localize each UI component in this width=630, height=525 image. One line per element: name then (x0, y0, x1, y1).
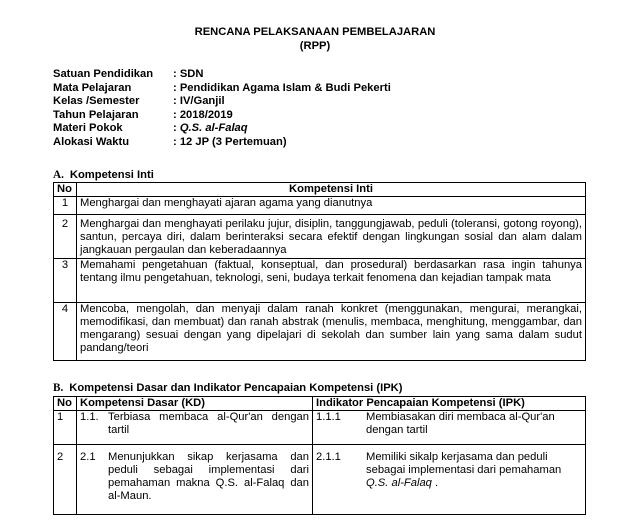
kd-number: 2.1 (80, 451, 96, 463)
ipk-text: Membiasakan diri membaca al-Qur'an dengan tartil (366, 411, 555, 436)
identity-key: Alokasi Waktu (53, 135, 130, 148)
table-row (54, 197, 586, 215)
identity-row (53, 95, 391, 109)
identity-row (53, 122, 391, 136)
kd-cell (77, 411, 313, 445)
table-row (54, 445, 586, 515)
section-b-heading (53, 382, 402, 395)
kd-cell (77, 445, 313, 515)
identity-value: : Pendidikan Agama Islam & Budi Pekerti (173, 81, 391, 94)
section-a-heading (53, 169, 154, 182)
table-row (54, 259, 586, 303)
kd-text: Terbiasa membaca al-Qur'an dengan tartil (108, 411, 309, 436)
column-header: No (54, 183, 77, 197)
row-text: Menghargai dan menghayati ajaran agama yang dianutnya (77, 197, 586, 215)
row-number: 3 (54, 259, 77, 303)
title-line-1: RENCANA PELAKSANAAN PEMBELAJARAN (194, 26, 436, 38)
row-text: Memahami pengetahuan (faktual, konseptual, dan prosedural) berdasarkan rasa ingin tahunya tentang ilmu pengetahuan, teknologi, seni, budaya terkait fenomena dan kejadian tampak mata (77, 259, 586, 303)
table-header-row (54, 397, 586, 411)
row-text: Mencoba, mengolah, dan menyaji dalam ranah konkret (menggunakan, mengurai, merangkai, memodifikasi, dan membuat) dan ranah abstrak (menulis, membaca, menghitung, menggambar, dan mengarang) sesuai dengan yang dipelajari di sekolah dan sumber lain yang sama dalam sudut pandang/teori (77, 303, 586, 361)
ipk-cell (313, 411, 586, 445)
column-header: Kompetensi Dasar (KD) (77, 397, 313, 411)
identity-value: : IV/Ganjil (173, 95, 225, 108)
row-number: 1 (54, 197, 77, 215)
identity-value: : SDN (173, 68, 204, 80)
kompetensi-dasar-table (53, 396, 586, 515)
table-row (54, 303, 586, 361)
identity-row (53, 136, 391, 150)
ipk-text-prefix: Memiliki sikalp kerjasama dan peduli sebagai implementasi dari pemahaman (366, 451, 562, 476)
document-title (0, 25, 630, 53)
row-number: 4 (54, 303, 77, 361)
kd-text: Menunjukkan sikap kerjasama dan peduli sebagai implementasi dari pemahaman makna Q.S. al-Falaq dan al-Maun. (108, 451, 309, 502)
ipk-number: 2.1.1 (316, 451, 341, 463)
identity-key: Mata Pelajaran (53, 81, 132, 94)
identity-row (53, 68, 391, 82)
identity-value: : 2018/2019 (173, 108, 233, 121)
identity-key: Materi Pokok (53, 122, 123, 135)
identity-key: Kelas /Semester (53, 95, 140, 108)
identity-value: : 12 JP (3 Pertemuan) (173, 135, 287, 148)
row-number: 2 (54, 445, 77, 515)
section-letter: B. (53, 382, 64, 394)
ipk-cell (313, 445, 586, 515)
ipk-number: 1.1.1 (316, 411, 341, 423)
section-title: Kompetensi Inti (69, 169, 154, 181)
ipk-text-surah: Q.S. al-Falaq (366, 477, 432, 489)
ipk-text (366, 451, 582, 490)
kd-number: 1.1. (80, 411, 99, 423)
identity-block (53, 68, 391, 150)
identity-key: Tahun Pelajaran (53, 108, 139, 121)
table-header-row (54, 183, 586, 197)
row-number: 1 (54, 411, 77, 445)
table-row (54, 215, 586, 259)
column-header: Indikator Pencapaian Kompetensi (IPK) (313, 397, 586, 411)
identity-key: Satuan Pendidikan (53, 68, 154, 80)
row-text: Menghargai dan menghayati perilaku jujur, disiplin, tanggungjawab, peduli (toleransi, gotong royong), santun, percaya diri, dalam berinteraksi secara efektif dengan lingkungan sosial dan alam dalam jangkauan pergaulan dan keberadaannya (77, 215, 586, 259)
kompetensi-inti-table (53, 182, 586, 361)
row-number: 2 (54, 215, 77, 259)
table-row (54, 411, 586, 445)
identity-row (53, 82, 391, 96)
column-header: No (54, 397, 77, 411)
section-title: Kompetensi Dasar dan Indikator Pencapaian Kompetensi (IPK) (69, 382, 403, 394)
ipk-text-suffix: . (431, 477, 439, 489)
identity-value-prefix: : (173, 122, 180, 135)
identity-value: Q.S. al-Falaq (179, 122, 248, 135)
column-header: Kompetensi Inti (77, 183, 586, 197)
section-letter: A. (53, 169, 64, 181)
title-line-2: (RPP) (299, 40, 331, 52)
identity-row (53, 109, 391, 123)
